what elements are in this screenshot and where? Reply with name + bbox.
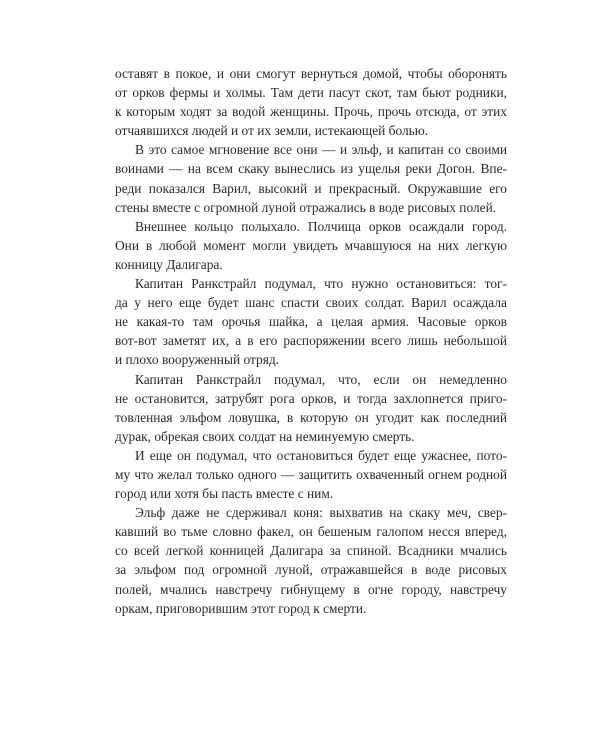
text-line: дурак, обрекая своих солдат на неминуемую смерть.: [115, 428, 415, 444]
text-line: от орков фермы и холмы. Там дети пасут скот, там бьют родники,: [115, 85, 507, 101]
text-line: и плохо вооруженный отряд.: [115, 352, 280, 368]
text-line: Внешнее кольцо полыхало. Полчища орков осаждали город.: [135, 218, 507, 234]
text-line: полей, мчались навстречу гибнущему в огне городу, навстречу: [115, 581, 507, 597]
text-line: да у него еще будет шанс спасти своих солдат. Варил осаждала: [115, 295, 507, 311]
paragraph: [115, 446, 507, 503]
text-line: В это самое мгновение все они — и эльф, и капитан со своими: [135, 142, 507, 158]
text-line: оставят в покое, и они смогут вернуться домой, чтобы оборонять: [115, 66, 507, 81]
text-line: Капитан Ранкстрайл подумал, что, если он немедленно: [135, 371, 507, 387]
text-line: оркам, приговорившим этот город к смерти.: [115, 600, 367, 616]
text-line: воинами — на всем скаку вынеслись из ущелья реки Догон. Впе-: [115, 161, 507, 177]
paragraph: [115, 64, 507, 140]
text-line: конницу Далигара.: [115, 256, 223, 272]
paragraph: [115, 274, 507, 369]
text-line: не какая-то там орочья шайка, а целая армия. Часовые орков: [115, 314, 507, 330]
text-block: [115, 64, 507, 618]
text-line: стены вместе с огромной луной отражались в воде рисовых полей.: [115, 199, 497, 215]
text-line: Они в любой момент могли увидеть мчавшуюся на них легкую: [115, 237, 507, 253]
paragraph: [115, 370, 507, 446]
text-line: город или хотя бы пасть вместе с ним.: [115, 486, 334, 502]
text-line: не остановится, затрубят рога орков, и тогда захлопнется приго-: [115, 390, 507, 406]
text-line: кавший во тьме словно факел, он бешеным галопом несся вперед,: [115, 524, 507, 540]
text-line: Капитан Ранкстрайл подумал, что нужно остановиться: тог-: [135, 276, 507, 292]
text-line: товленная эльфом ловушка, в которую он угодит как последний: [115, 409, 507, 425]
text-line: отчаявшихся людей и от их земли, истекающей болью.: [115, 123, 429, 139]
text-line: Эльф даже не сдерживал коня: выхватив на скаку меч, свер-: [135, 505, 507, 521]
paragraph: [115, 140, 507, 216]
text-line: со всей легкой конницей Далигара за спиной. Всадники мчались: [115, 543, 507, 559]
text-line: за эльфом под огромной луной, отражавшейся в воде рисовых: [115, 562, 507, 578]
text-line: му что желал только одного — защитить охваченный огнем родной: [115, 466, 507, 482]
text-line: вот-вот заметят их, а в его распоряжении всего лишь небольшой: [115, 333, 507, 349]
text-line: к которым ходят за водой женщины. Прочь, прочь отсюда, от этих: [115, 104, 507, 120]
text-line: реди показался Варил, высокий и прекрасный. Окружавшие его: [115, 180, 507, 196]
paragraph: [115, 217, 507, 274]
paragraph: [115, 503, 507, 618]
text-line: И еще он подумал, что остановиться будет еще ужаснее, пото-: [135, 447, 507, 463]
